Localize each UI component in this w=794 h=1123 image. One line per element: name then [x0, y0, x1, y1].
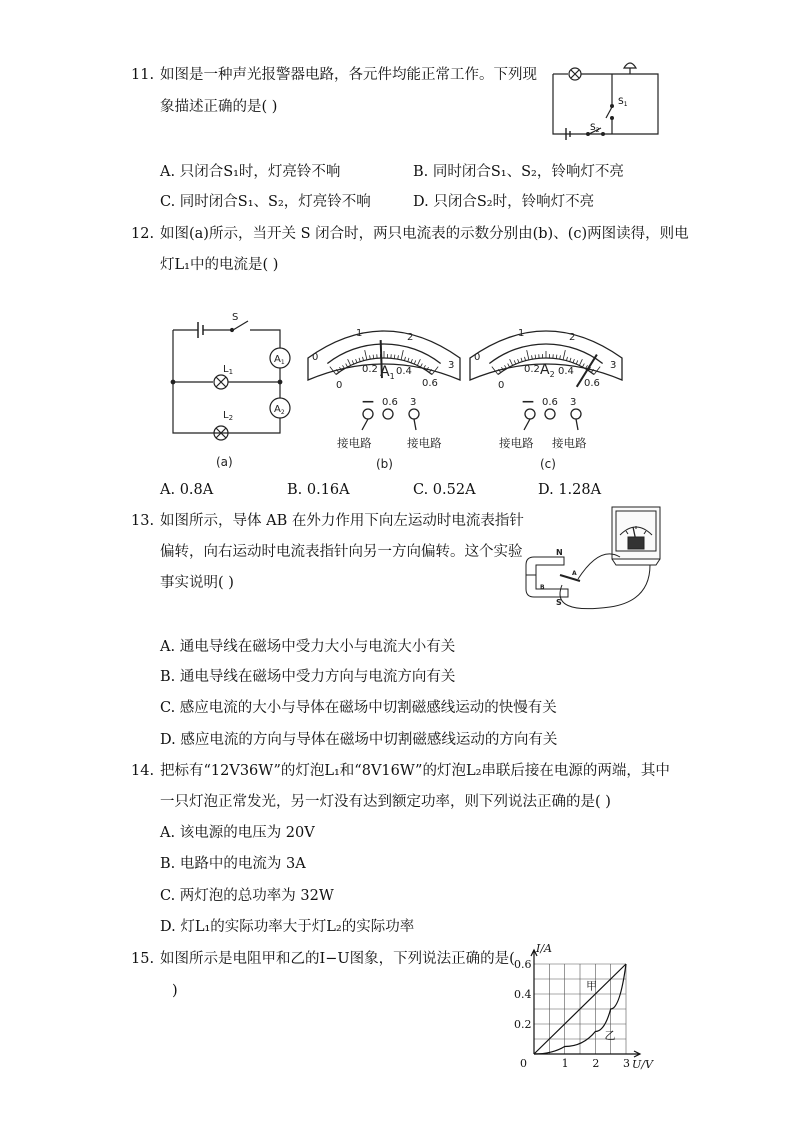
q12-b-tick	[348, 359, 351, 365]
q12-ammeter-c-diagram	[466, 318, 626, 476]
q12-fig-caption-c: (c)	[540, 457, 556, 471]
q12-b-tick	[417, 359, 420, 365]
q12-b-terminal-0	[363, 409, 373, 419]
q12-c-inner-2: 0.4	[558, 366, 574, 377]
q12-stem-line1: 如图(a)所示，当开关 S 闭合时，两只电流表的示数分别由(b)、(c)两图读得，则电	[160, 226, 689, 242]
q12-c-lead	[524, 419, 578, 430]
q13-option-b[interactable]: B. 通电导线在磁场中受力方向与电流方向有关	[160, 669, 456, 685]
q11-option-b[interactable]: B. 同时闭合S₁、S₂，铃响灯不亮	[413, 164, 624, 180]
q15-y-axis-label: I/A	[536, 942, 552, 955]
q12-c-terminal-neg: —	[522, 394, 534, 408]
q14-option-d[interactable]: D. 灯L₁的实际功率大于灯L₂的实际功率	[160, 919, 415, 935]
q12-b-tick	[373, 355, 374, 359]
q11-fig-s2-label: $S_2$	[590, 123, 600, 134]
q13-option-c[interactable]: C. 感应电流的大小与导体在磁场中切割磁感线运动的快慢有关	[160, 700, 557, 716]
q15-y-tick-label-0.6: 0.6	[514, 958, 532, 971]
q15-x-tick-label-2: 2	[592, 1057, 600, 1070]
q12-c-tick	[510, 359, 513, 365]
q14-option-a[interactable]: A. 该电源的电压为 20V	[160, 825, 315, 841]
q11-number: 11.	[131, 67, 155, 83]
q11-fig-s1-label: $S_1$	[618, 97, 628, 108]
q12-c-tick	[566, 357, 567, 361]
q12-number: 12.	[131, 226, 155, 242]
q12-c-terminal-0	[525, 409, 535, 419]
q12-b-outer-2: 2	[407, 332, 414, 343]
q12-c-tick	[508, 364, 510, 368]
q12-b-outer-1: 1	[356, 328, 363, 339]
q15-x-tick-label-0: 0	[520, 1057, 527, 1070]
q12-c-meter-label: $A_2$	[540, 362, 555, 379]
q12-fig-l2-label: $L_2$	[223, 410, 234, 422]
q12-b-tick	[346, 364, 348, 368]
q12-b-inner-2: 0.4	[396, 366, 412, 377]
q12-b-tick	[394, 355, 395, 359]
q12-c-tick	[535, 355, 536, 359]
q12-b-lead	[362, 419, 416, 430]
q12-c-inner-3: 0.6	[584, 378, 600, 389]
q12-option-b[interactable]: B. 0.16A	[287, 482, 350, 498]
q15-y-tick-label-0.2: 0.2	[514, 1018, 532, 1031]
q14-option-c[interactable]: C. 两灯泡的总功率为 32W	[160, 888, 334, 904]
q12-c-tick	[579, 359, 582, 365]
q12-b-terminal-3: 3	[410, 397, 417, 408]
q12-c-terminal-1	[545, 409, 555, 419]
q13-fig-b-label: B	[540, 584, 545, 591]
q12-option-c[interactable]: C. 0.52A	[413, 482, 476, 498]
q15-series-label-0: 甲	[586, 979, 598, 993]
q12-c-tick	[582, 364, 584, 368]
q12-b-connect-right: 接电路	[407, 436, 442, 450]
q15-x-tick-label-3: 3	[623, 1057, 630, 1070]
q12-fig-caption-a: (a)	[216, 455, 233, 469]
q12-c-tick	[563, 350, 565, 360]
q12-c-tick	[576, 360, 578, 364]
q12-c-terminal-06: 0.6	[542, 397, 558, 408]
q12-b-connect-left: 接电路	[337, 436, 372, 450]
q12-b-inner-3: 0.6	[422, 378, 438, 389]
q12-b-inner-1: 0.2	[362, 364, 378, 375]
q12-c-outer-0: 0	[474, 352, 481, 363]
q12-c-terminal-2	[571, 409, 581, 419]
q12-b-tick	[363, 357, 364, 361]
q11-stem-line1: 如图是一种声光报警器电路，各元件均能正常工作。下列现	[160, 67, 537, 83]
q13-option-d[interactable]: D. 感应电流的方向与导体在磁场中切割磁感线运动的方向有关	[160, 732, 558, 748]
q12-fig-l1-label: $L_1$	[223, 364, 234, 376]
q12-stem-line2: 灯L₁中的电流是( )	[160, 257, 279, 273]
q11-option-d[interactable]: D. 只闭合S₂时，铃响灯不亮	[413, 194, 595, 210]
q12-b-terminal-06: 0.6	[382, 397, 398, 408]
q12-b-tick	[365, 350, 367, 360]
q13-fig-s-label: S	[556, 598, 562, 607]
q12-ammeter-b-diagram	[304, 318, 464, 476]
q12-b-meter-label: $A_1$	[380, 364, 395, 381]
q13-fig-n-label: N	[556, 548, 563, 557]
q11-option-a[interactable]: A. 只闭合S₁时，灯亮铃不响	[160, 164, 341, 180]
q12-c-connect-left: 接电路	[499, 436, 534, 450]
q12-b-tick	[352, 360, 354, 364]
q15-iu-graph	[512, 938, 662, 1071]
q12-b-terminal-2	[409, 409, 419, 419]
q15-stem-line1: 如图所示是电阻甲和乙的I−U图象，下列说法正确的是(	[160, 951, 515, 967]
q12-b-terminal-neg: —	[362, 394, 374, 408]
q13-stem-line1: 如图所示，导体 AB 在外力作用下向左运动时电流表指针	[160, 513, 524, 529]
q12-b-tick	[404, 357, 405, 361]
q12-fig-switch-label: S	[232, 312, 239, 323]
q12-c-tick	[514, 360, 516, 364]
q12-b-inner-0: 0	[336, 380, 343, 391]
q12-c-inner-1: 0.2	[524, 364, 540, 375]
q12-b-terminal-1	[383, 409, 393, 419]
q13-number: 13.	[131, 513, 155, 529]
q12-fig-caption-b: (b)	[376, 457, 393, 471]
q12-c-tick	[525, 357, 526, 361]
q12-fig-a2-label: $A_2$	[274, 404, 285, 416]
q12-option-a[interactable]: A. 0.8A	[160, 482, 214, 498]
q15-x-tick-label-1: 1	[561, 1057, 569, 1070]
q12-b-tick	[420, 364, 422, 368]
q12-c-outer-2: 2	[569, 332, 576, 343]
q14-number: 14.	[131, 763, 155, 779]
q15-series-label-1: 乙	[604, 1029, 616, 1042]
q14-stem-line1: 把标有“12V36W”的灯泡L₁和“8V16W”的灯泡L₂串联后接在电源的两端，其中	[160, 763, 670, 779]
q13-stem-line2: 偏转，向右运动时电流表指针向另一方向偏转。这个实验	[160, 544, 523, 560]
q12-c-connect-right: 接电路	[552, 436, 587, 450]
q14-option-b[interactable]: B. 电路中的电流为 3A	[160, 856, 306, 872]
q12-fig-a1-label: $A_1$	[274, 354, 285, 366]
q12-option-d[interactable]: D. 1.28A	[538, 482, 602, 498]
q12-c-tick	[556, 355, 557, 359]
q12-c-inner-0: 0	[498, 380, 505, 391]
q15-stem-line2: )	[172, 983, 178, 999]
q14-stem-line2: 一只灯泡正常发光，另一灯没有达到额定功率，则下列说法正确的是( )	[160, 794, 611, 810]
q15-y-tick-label-0.4: 0.4	[514, 988, 532, 1001]
q12-b-outer-0: 0	[312, 352, 319, 363]
q12-c-outer-1: 1	[518, 328, 525, 339]
q11-stem-line2: 象描述正确的是( )	[160, 99, 278, 115]
q12-c-terminal-3: 3	[570, 397, 577, 408]
q13-option-a[interactable]: A. 通电导线在磁场中受力大小与电流大小有关	[160, 639, 456, 655]
q12-c-outer-3: 3	[610, 360, 617, 371]
q12-b-tick	[401, 350, 403, 360]
q12-b-tick	[414, 360, 416, 364]
q12-b-outer-3: 3	[448, 360, 455, 371]
q13-stem-line3: 事实说明( )	[160, 575, 234, 591]
q12-circuit-a-diagram	[168, 310, 293, 475]
q13-fig-a-label: A	[572, 570, 577, 577]
q11-alarm-circuit-diagram	[548, 60, 668, 140]
q12-c-tick	[527, 350, 529, 360]
q15-x-axis-label: U/V	[632, 1058, 653, 1071]
q13-induction-experiment-diagram	[520, 505, 665, 610]
q11-option-c[interactable]: C. 同时闭合S₁、S₂，灯亮铃不响	[160, 194, 371, 210]
q15-number: 15.	[131, 951, 155, 967]
